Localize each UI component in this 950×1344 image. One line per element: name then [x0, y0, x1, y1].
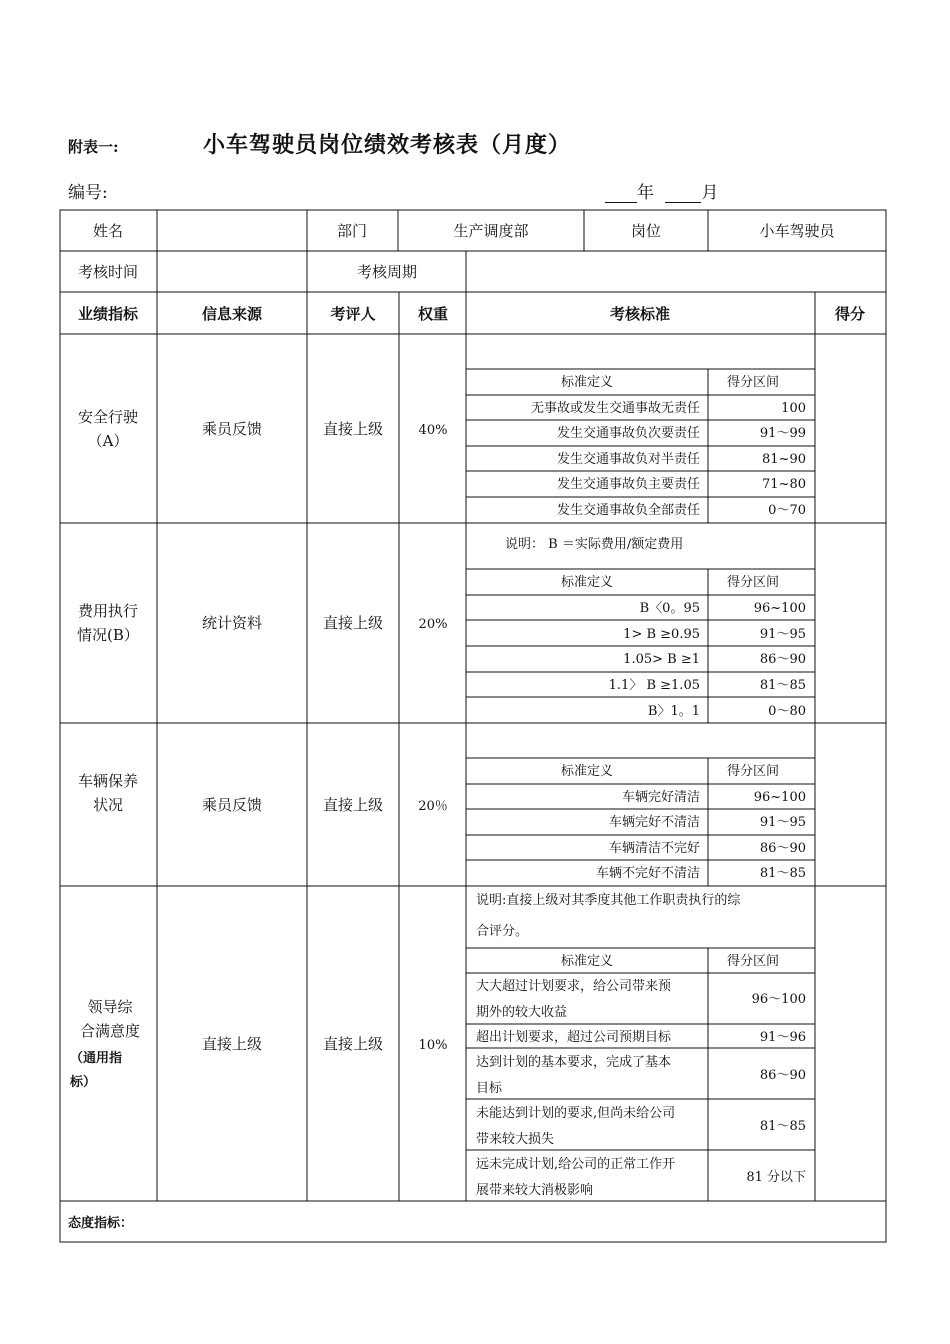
std-def-head: 标准定义	[560, 375, 614, 390]
std-range: 71~80	[762, 477, 806, 492]
indicator-vehicle-l2: 状况	[92, 796, 124, 814]
period-field[interactable]	[467, 252, 885, 291]
indicator-leader-l4: 标）	[70, 1075, 97, 1090]
std-def: 大大超过计划要求，给公司带来预	[476, 979, 672, 994]
std-def: 1> B ≥0.95	[623, 627, 700, 642]
std-def: 超出计划要求，超过公司预期目标	[476, 1030, 672, 1045]
weight-vehicle: 20％	[418, 799, 448, 814]
source-cost: 统计资料	[201, 614, 263, 632]
std-def: 发生交通事故负次要责任	[556, 426, 700, 441]
std-def: 车辆清洁不完好	[608, 841, 700, 856]
year-label: 年	[637, 183, 654, 203]
std-def: 发生交通事故负全部责任	[556, 503, 700, 518]
std-def: 远未完成计划,给公司的正常工作开	[476, 1157, 676, 1172]
std-def: 发生交通事故负对半责任	[556, 452, 700, 467]
col-source: 信息来源	[201, 305, 263, 323]
std-def: 目标	[476, 1081, 503, 1096]
std-def: B〉1。1	[647, 704, 700, 719]
col-weight: 权重	[417, 305, 449, 323]
std-def: 发生交通事故负主要责任	[556, 477, 700, 492]
period-label: 考核周期	[356, 263, 418, 281]
assessor-vehicle: 直接上级	[322, 796, 384, 814]
month-label: 月	[701, 183, 719, 203]
time-field[interactable]	[158, 252, 306, 291]
page-title: 小车驾驶员岗位绩效考核表（月度）	[203, 132, 572, 158]
std-range: 81～85	[759, 678, 806, 693]
std-range-head: 得分区间	[726, 575, 780, 590]
dept-label: 部门	[336, 222, 368, 240]
assessor-safety: 直接上级	[322, 420, 384, 438]
source-leader: 直接上级	[201, 1035, 263, 1053]
std-def: 车辆不完好不清洁	[595, 866, 700, 881]
number-label: 编号:	[68, 183, 108, 203]
indicator-cost-l2: 情况(B）	[77, 626, 139, 644]
indicator-leader-l3: （通用指	[70, 1051, 123, 1066]
weight-safety: 40%	[418, 423, 448, 438]
std-range-head: 得分区间	[726, 954, 780, 969]
leader-note-l2: 合评分。	[476, 924, 529, 939]
indicator-leader-l1: 领导综	[87, 998, 133, 1016]
weight-leader: 10%	[418, 1038, 448, 1053]
attitude-field[interactable]	[150, 1202, 885, 1241]
std-def: 1.1〉 B ≥1.05	[608, 678, 700, 693]
std-def: 未能达到计划的要求,但尚未给公司	[476, 1106, 676, 1121]
std-range: 100	[781, 401, 806, 416]
name-label: 姓名	[92, 222, 124, 240]
std-range: 0～70	[768, 503, 806, 518]
indicator-safety-l2: （A）	[87, 432, 129, 450]
std-def: B〈0。95	[639, 601, 700, 616]
std-def: 展带来较大消极影响	[476, 1183, 594, 1198]
source-safety: 乘员反馈	[201, 420, 263, 438]
std-range-head: 得分区间	[726, 375, 780, 390]
std-range: 91～95	[759, 627, 806, 642]
std-range: 81～85	[759, 1119, 806, 1134]
indicator-safety-l1: 安全行驶	[77, 408, 139, 426]
std-range: 96~100	[753, 601, 806, 616]
std-range: 91～95	[759, 815, 806, 830]
col-score: 得分	[834, 305, 866, 323]
std-def: 无事故或发生交通事故无责任	[530, 401, 700, 416]
cost-note: 说明： B ＝实际费用/额定费用	[505, 537, 684, 552]
std-def: 1.05> B ≥1	[623, 652, 700, 667]
name-field[interactable]	[158, 211, 306, 250]
indicator-cost-l1: 费用执行	[77, 602, 139, 620]
std-range: 91～96	[759, 1030, 806, 1045]
time-label: 考核时间	[77, 263, 139, 281]
col-indicator: 业绩指标	[77, 305, 139, 323]
std-range: 86～90	[759, 841, 806, 856]
std-range: 96～100	[751, 992, 806, 1007]
assessor-cost: 直接上级	[322, 614, 384, 632]
assessor-leader: 直接上级	[322, 1035, 384, 1053]
std-def: 期外的较大收益	[476, 1005, 568, 1020]
weight-cost: 20%	[418, 617, 448, 632]
std-range: 0～80	[768, 704, 806, 719]
std-def: 车辆完好不清洁	[608, 815, 700, 830]
score-cell-leader[interactable]	[816, 887, 885, 1200]
std-range: 96~100	[753, 790, 806, 805]
post-label: 岗位	[630, 222, 662, 240]
source-vehicle: 乘员反馈	[201, 796, 263, 814]
score-cell-vehicle[interactable]	[816, 724, 885, 885]
score-cell-safety[interactable]	[816, 335, 885, 522]
std-def: 带来较大损失	[476, 1132, 555, 1147]
std-def: 达到计划的基本要求，完成了基本	[476, 1055, 672, 1070]
attitude-label: 态度指标：	[68, 1216, 134, 1231]
std-range: 81 分以下	[746, 1170, 806, 1185]
indicator-leader-l2: 合满意度	[79, 1022, 141, 1040]
std-def-head: 标准定义	[560, 575, 614, 590]
leader-note-l1: 说明:直接上级对其季度其他工作职责执行的综	[476, 893, 741, 908]
std-range: 91～99	[759, 426, 806, 441]
appendix-label: 附表一:	[68, 138, 119, 156]
std-range-head: 得分区间	[726, 764, 780, 779]
std-def-head: 标准定义	[560, 954, 614, 969]
std-range: 81~90	[762, 452, 806, 467]
std-range: 86～90	[759, 652, 806, 667]
std-def-head: 标准定义	[560, 764, 614, 779]
std-range: 81～85	[759, 866, 806, 881]
col-standard: 考核标准	[609, 305, 671, 323]
std-range: 86～90	[759, 1068, 806, 1083]
post-value: 小车驾驶员	[759, 222, 835, 240]
col-assessor: 考评人	[330, 305, 376, 323]
std-def: 车辆完好清洁	[621, 790, 700, 805]
indicator-vehicle-l1: 车辆保养	[77, 772, 139, 790]
dept-value: 生产调度部	[453, 222, 529, 240]
score-cell-cost[interactable]	[816, 524, 885, 722]
